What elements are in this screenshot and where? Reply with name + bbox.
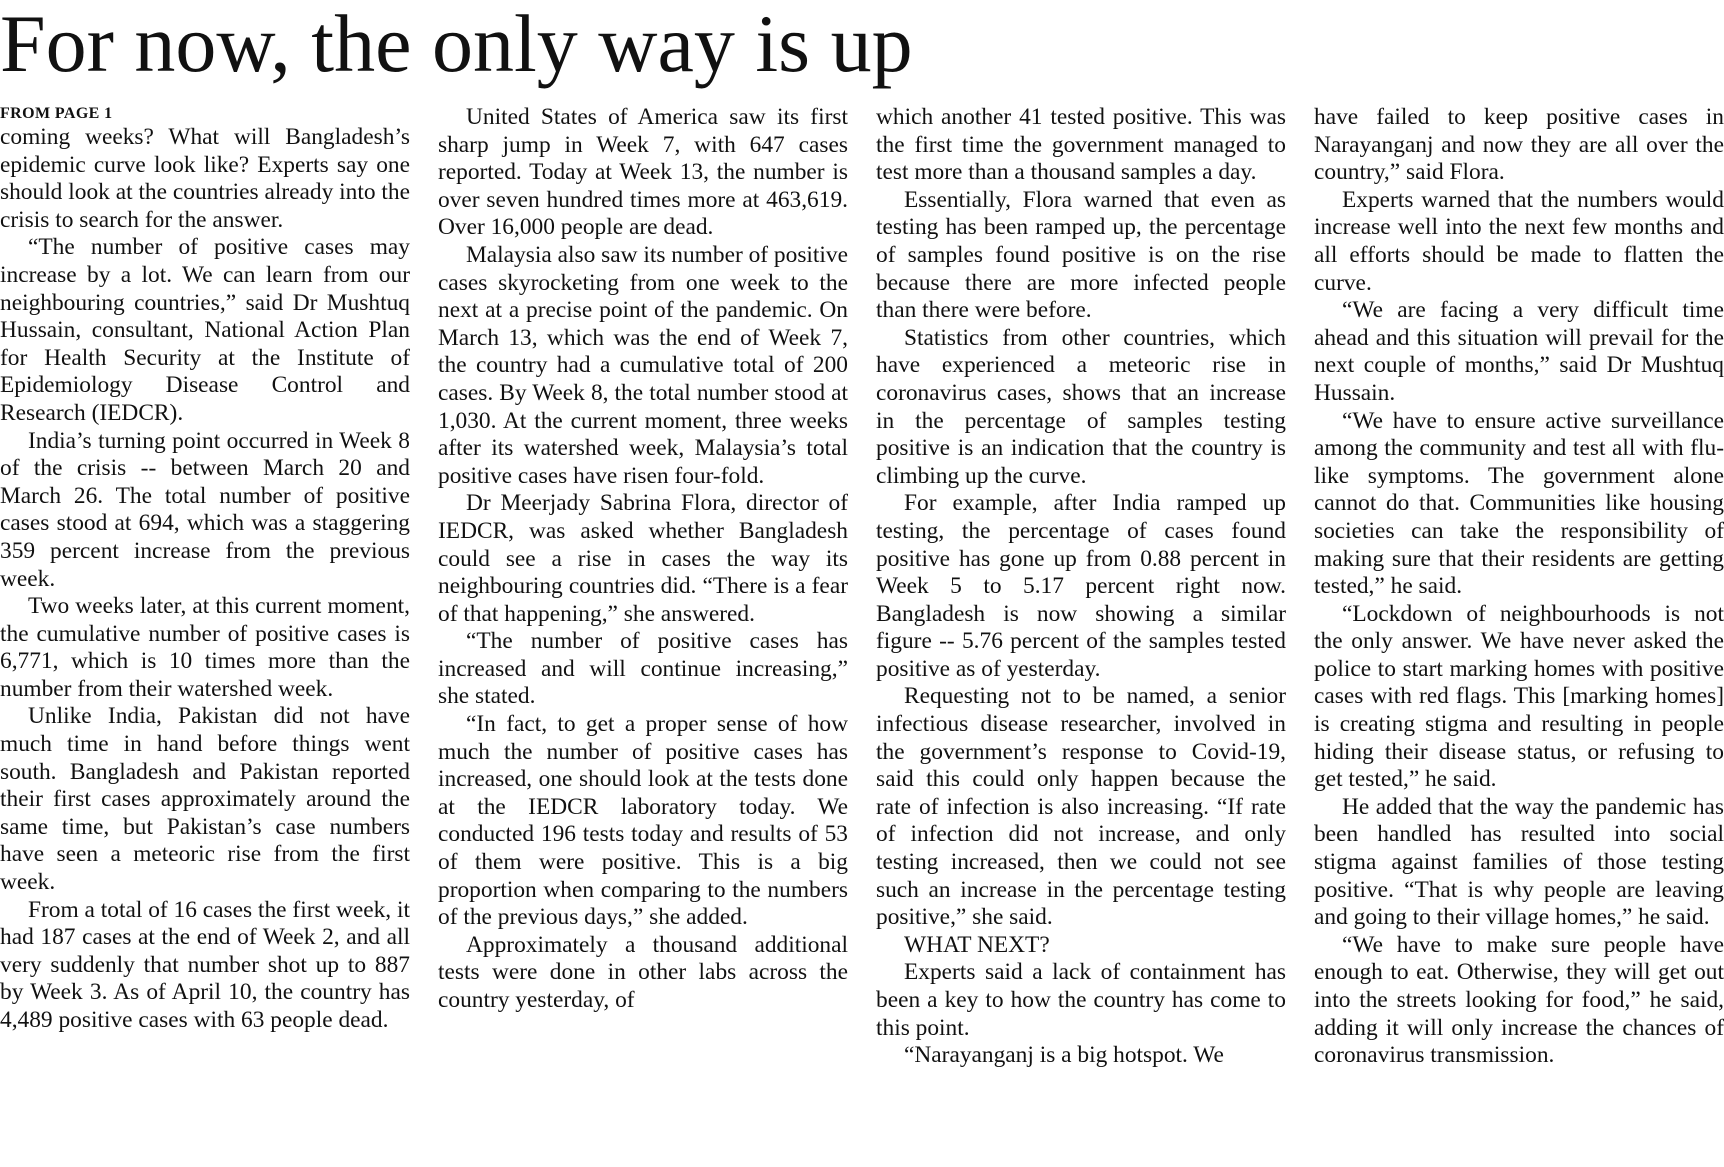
subheading: WHAT NEXT? bbox=[904, 931, 1050, 958]
paragraph: From a total of 16 cases the first week, it had 187 cases at the end of Week 2, and all very suddenly that number shot up to 887 by Week 3. As of April 10, the country has 4,489 positive cases with 63 people dead. bbox=[0, 896, 410, 1033]
paragraph: United States of America saw its first sharp jump in Week 7, with 647 cases reported. Today at Week 13, the number is over seven hundred times more at 463,619. Over 16,000 people are dead. bbox=[438, 104, 848, 241]
paragraph: “Lockdown of neighbourhoods is not the only answer. We have never asked the police to start marking homes with positive cases with red flags. This [marking homes] is creating stigma and resulting in people hiding their disease status, or refusing to get tested,” he said. bbox=[1314, 600, 1724, 793]
text-column-1 bbox=[0, 104, 410, 1164]
paragraph: Experts warned that the numbers would increase well into the next few months and all efforts should be made to flatten the curve. bbox=[1314, 186, 1724, 296]
paragraph: Requesting not to be named, a senior infectious disease researcher, involved in the government’s response to Covid-19, said this could only happen because the rate of infection is also increasing. “If rate of infection did not increase, and only testing increased, then we could not see such an increase in the percentage testing positive,” she said. bbox=[876, 683, 1286, 931]
paragraph: “Narayanganj is a big hotspot. We bbox=[904, 1042, 1224, 1069]
paragraph: India’s turning point occurred in Week 8 of the crisis -- between March 20 and March 26. The total number of positive cases stood at 694, which was a staggering 359 percent increase from the previous week. bbox=[0, 427, 410, 592]
paragraph: He added that the way the pandemic has been handled has resulted into social stigma against families of those testing positive. “That is why people are leaving and going to their village homes,” he said. bbox=[1314, 793, 1724, 931]
paragraph: Dr Meerjady Sabrina Flora, director of IEDCR, was asked whether Bangladesh could see a rise in cases the way its neighbouring countries did. “There is a fear of that happening,” she answered. bbox=[438, 490, 848, 627]
paragraph: Statistics from other countries, which have experienced a meteoric rise in coronavirus cases, shows that an increase in the percentage of samples testing positive is an indication that the country is climbing up the curve. bbox=[876, 324, 1286, 489]
paragraph: “We have to make sure people have enough to eat. Otherwise, they will get out into the streets looking for food,” he said, adding it will only increase the chances of coronavirus transmission. bbox=[1314, 931, 1724, 1069]
headline: For now, the only way is up bbox=[0, 0, 913, 89]
paragraph: “In fact, to get a proper sense of how much the number of positive cases has increased, one should look at the tests done at the IEDCR laboratory today. We conducted 196 tests today and results of 53 of them were positive. This is a big proportion when comparing to the numbers of the previous days,” she added. bbox=[438, 711, 848, 931]
paragraph: Experts said a lack of containment has been a key to how the country has come to this point. bbox=[876, 959, 1286, 1041]
paragraph: Essentially, Flora warned that even as testing has been ramped up, the percentage of samples found positive is on the rise because there are more infected people than there were before. bbox=[876, 186, 1286, 324]
text-column-4 bbox=[1314, 104, 1724, 1164]
paragraph: Malaysia also saw its number of positive cases skyrocketing from one week to the next at a precise point of the pandemic. On March 13, which was the end of Week 7, the country had a cumulative total of 200 cases. By Week 8, the total number stood at 1,030. At the current moment, three weeks after its watershed week, Malaysia’s total positive cases have risen four-fold. bbox=[438, 241, 848, 489]
paragraph: “The number of positive cases may increase by a lot. We can learn from our neighbouring countries,” said Dr Mushtuq Hussain, consultant, National Action Plan for Health Security at the Institute of Epidemiology Disease Control and Research (IEDCR). bbox=[0, 234, 410, 426]
text-column-2 bbox=[438, 104, 848, 1164]
paragraph: Two weeks later, at this current moment, the cumulative number of positive cases is 6,771, which is 10 times more than the number from their watershed week. bbox=[0, 593, 410, 702]
paragraph: For example, after India ramped up testing, the percentage of cases found positive has gone up from 0.88 percent in Week 5 to 5.17 percent right now. Bangladesh is now showing a similar figure -- 5.76 percent of the samples tested positive as of yesterday. bbox=[876, 490, 1286, 682]
paragraph: have failed to keep positive cases in Narayanganj and now they are all over the country,” said Flora. bbox=[1314, 104, 1724, 186]
paragraph: which another 41 tested positive. This was the first time the government managed to test more than a thousand samples a day. bbox=[876, 104, 1286, 186]
paragraph: Approximately a thousand additional tests were done in other labs across the country yesterday, of bbox=[438, 931, 848, 1013]
paragraph: Unlike India, Pakistan did not have much time in hand before things went south. Bangladesh and Pakistan reported their first cases approximately around the same time, but Pakistan’s case numbers have seen a meteoric rise from the first week. bbox=[0, 703, 410, 896]
paragraph: “The number of positive cases has increased and will continue increasing,” she stated. bbox=[438, 628, 848, 710]
paragraph: “We have to ensure active surveillance among the community and test all with flu-like symptoms. The government alone cannot do that. Communities like housing societies can take the responsibility of making sure that their residents are getting tested,” he said. bbox=[1314, 407, 1724, 600]
jump-label: FROM PAGE 1 bbox=[0, 105, 113, 122]
paragraph: “We are facing a very difficult time ahead and this situation will prevail for the next couple of months,” said Dr Mushtuq Hussain. bbox=[1314, 297, 1724, 406]
text-column-3 bbox=[876, 104, 1286, 1164]
paragraph: coming weeks? What will Bangladesh’s epidemic curve look like? Experts say one should look at the countries already into the crisis to search for the answer. bbox=[0, 124, 410, 233]
